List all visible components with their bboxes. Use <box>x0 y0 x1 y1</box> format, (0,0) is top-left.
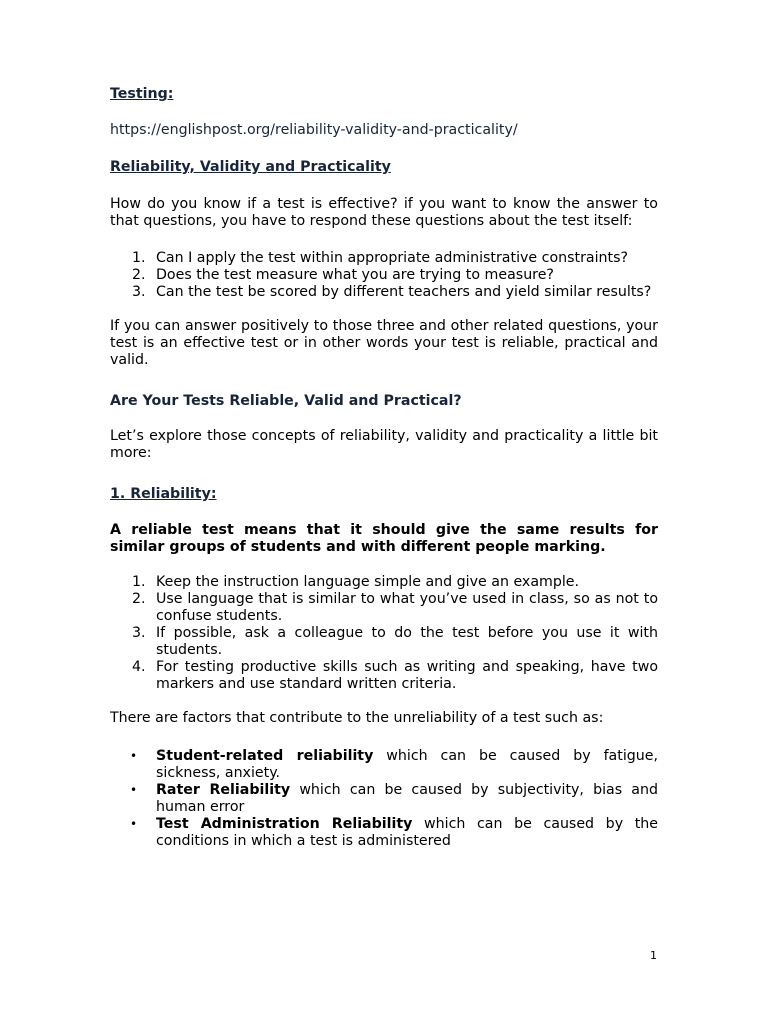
list-item-text: Does the test measure what you are trying to measure? <box>156 267 554 283</box>
list-number: 1. <box>132 574 146 590</box>
factors-list <box>110 748 658 850</box>
bullet-icon: • <box>130 783 138 797</box>
conclusion-paragraph: If you can answer positively to those three and other related questions, your test is an effective test or in other words your test is reliable, practical and valid. <box>110 318 658 368</box>
list-item-text: Can I apply the test within appropriate administrative constraints? <box>156 250 629 266</box>
list-item-text: If possible, ask a colleague to do the test before you use it with students. <box>156 625 658 658</box>
explore-paragraph: Let’s explore those concepts of reliability, validity and practicality a little bit more: <box>110 428 658 461</box>
list-item <box>110 284 658 301</box>
list-item <box>110 574 658 591</box>
list-item <box>110 748 658 782</box>
list-number: 2. <box>132 591 146 607</box>
factor-term: Student-related reliability <box>156 748 374 764</box>
tips-list <box>110 574 658 693</box>
factor-term: Test Administration Reliability <box>156 816 413 832</box>
page-number: 1 <box>650 949 657 962</box>
bullet-icon: • <box>130 749 138 763</box>
list-item-text: Can the test be scored by different teachers and yield similar results? <box>156 284 652 300</box>
list-item <box>110 250 658 267</box>
factors-intro: There are factors that contribute to the unreliability of a test such as: <box>110 710 604 726</box>
list-item <box>110 267 658 284</box>
document-body <box>110 86 658 850</box>
list-item-text: Keep the instruction language simple and give an example. <box>156 574 580 590</box>
list-item-text: For testing productive skills such as writing and speaking, have two markers and use standard written criteria. <box>156 659 658 692</box>
list-number: 3. <box>132 625 146 641</box>
source-url: https://englishpost.org/reliability-validity-and-practicality/ <box>110 122 518 138</box>
list-number: 3. <box>132 284 146 300</box>
list-number: 4. <box>132 659 146 675</box>
list-item <box>110 782 658 816</box>
heading-reliability: 1. Reliability: <box>110 486 217 502</box>
list-item <box>110 591 658 625</box>
list-number: 1. <box>132 250 146 266</box>
heading-testing: Testing: <box>110 86 174 102</box>
list-item <box>110 816 658 850</box>
reliable-definition: A reliable test means that it should give the same results for similar groups of students and with different people marking. <box>110 522 658 555</box>
questions-list <box>110 250 658 301</box>
heading-reliability-validity-practicality: Reliability, Validity and Practicality <box>110 159 391 175</box>
factor-text: which can be caused by fatigue, sickness, anxiety. <box>156 748 658 781</box>
list-number: 2. <box>132 267 146 283</box>
heading-are-your-tests: Are Your Tests Reliable, Valid and Practical? <box>110 393 462 409</box>
factor-text: which can be caused by subjectivity, bias and human error <box>156 782 658 815</box>
factor-term: Rater Reliability <box>156 782 291 798</box>
list-item <box>110 659 658 693</box>
intro-paragraph: How do you know if a test is effective? if you want to know the answer to that questions, you have to respond these questions about the test itself: <box>110 196 658 229</box>
factor-text: which can be caused by the conditions in which a test is administered <box>156 816 658 849</box>
bullet-icon: • <box>130 817 138 831</box>
list-item-text: Use language that is similar to what you’ve used in class, so as not to confuse students. <box>156 591 658 624</box>
list-item <box>110 625 658 659</box>
